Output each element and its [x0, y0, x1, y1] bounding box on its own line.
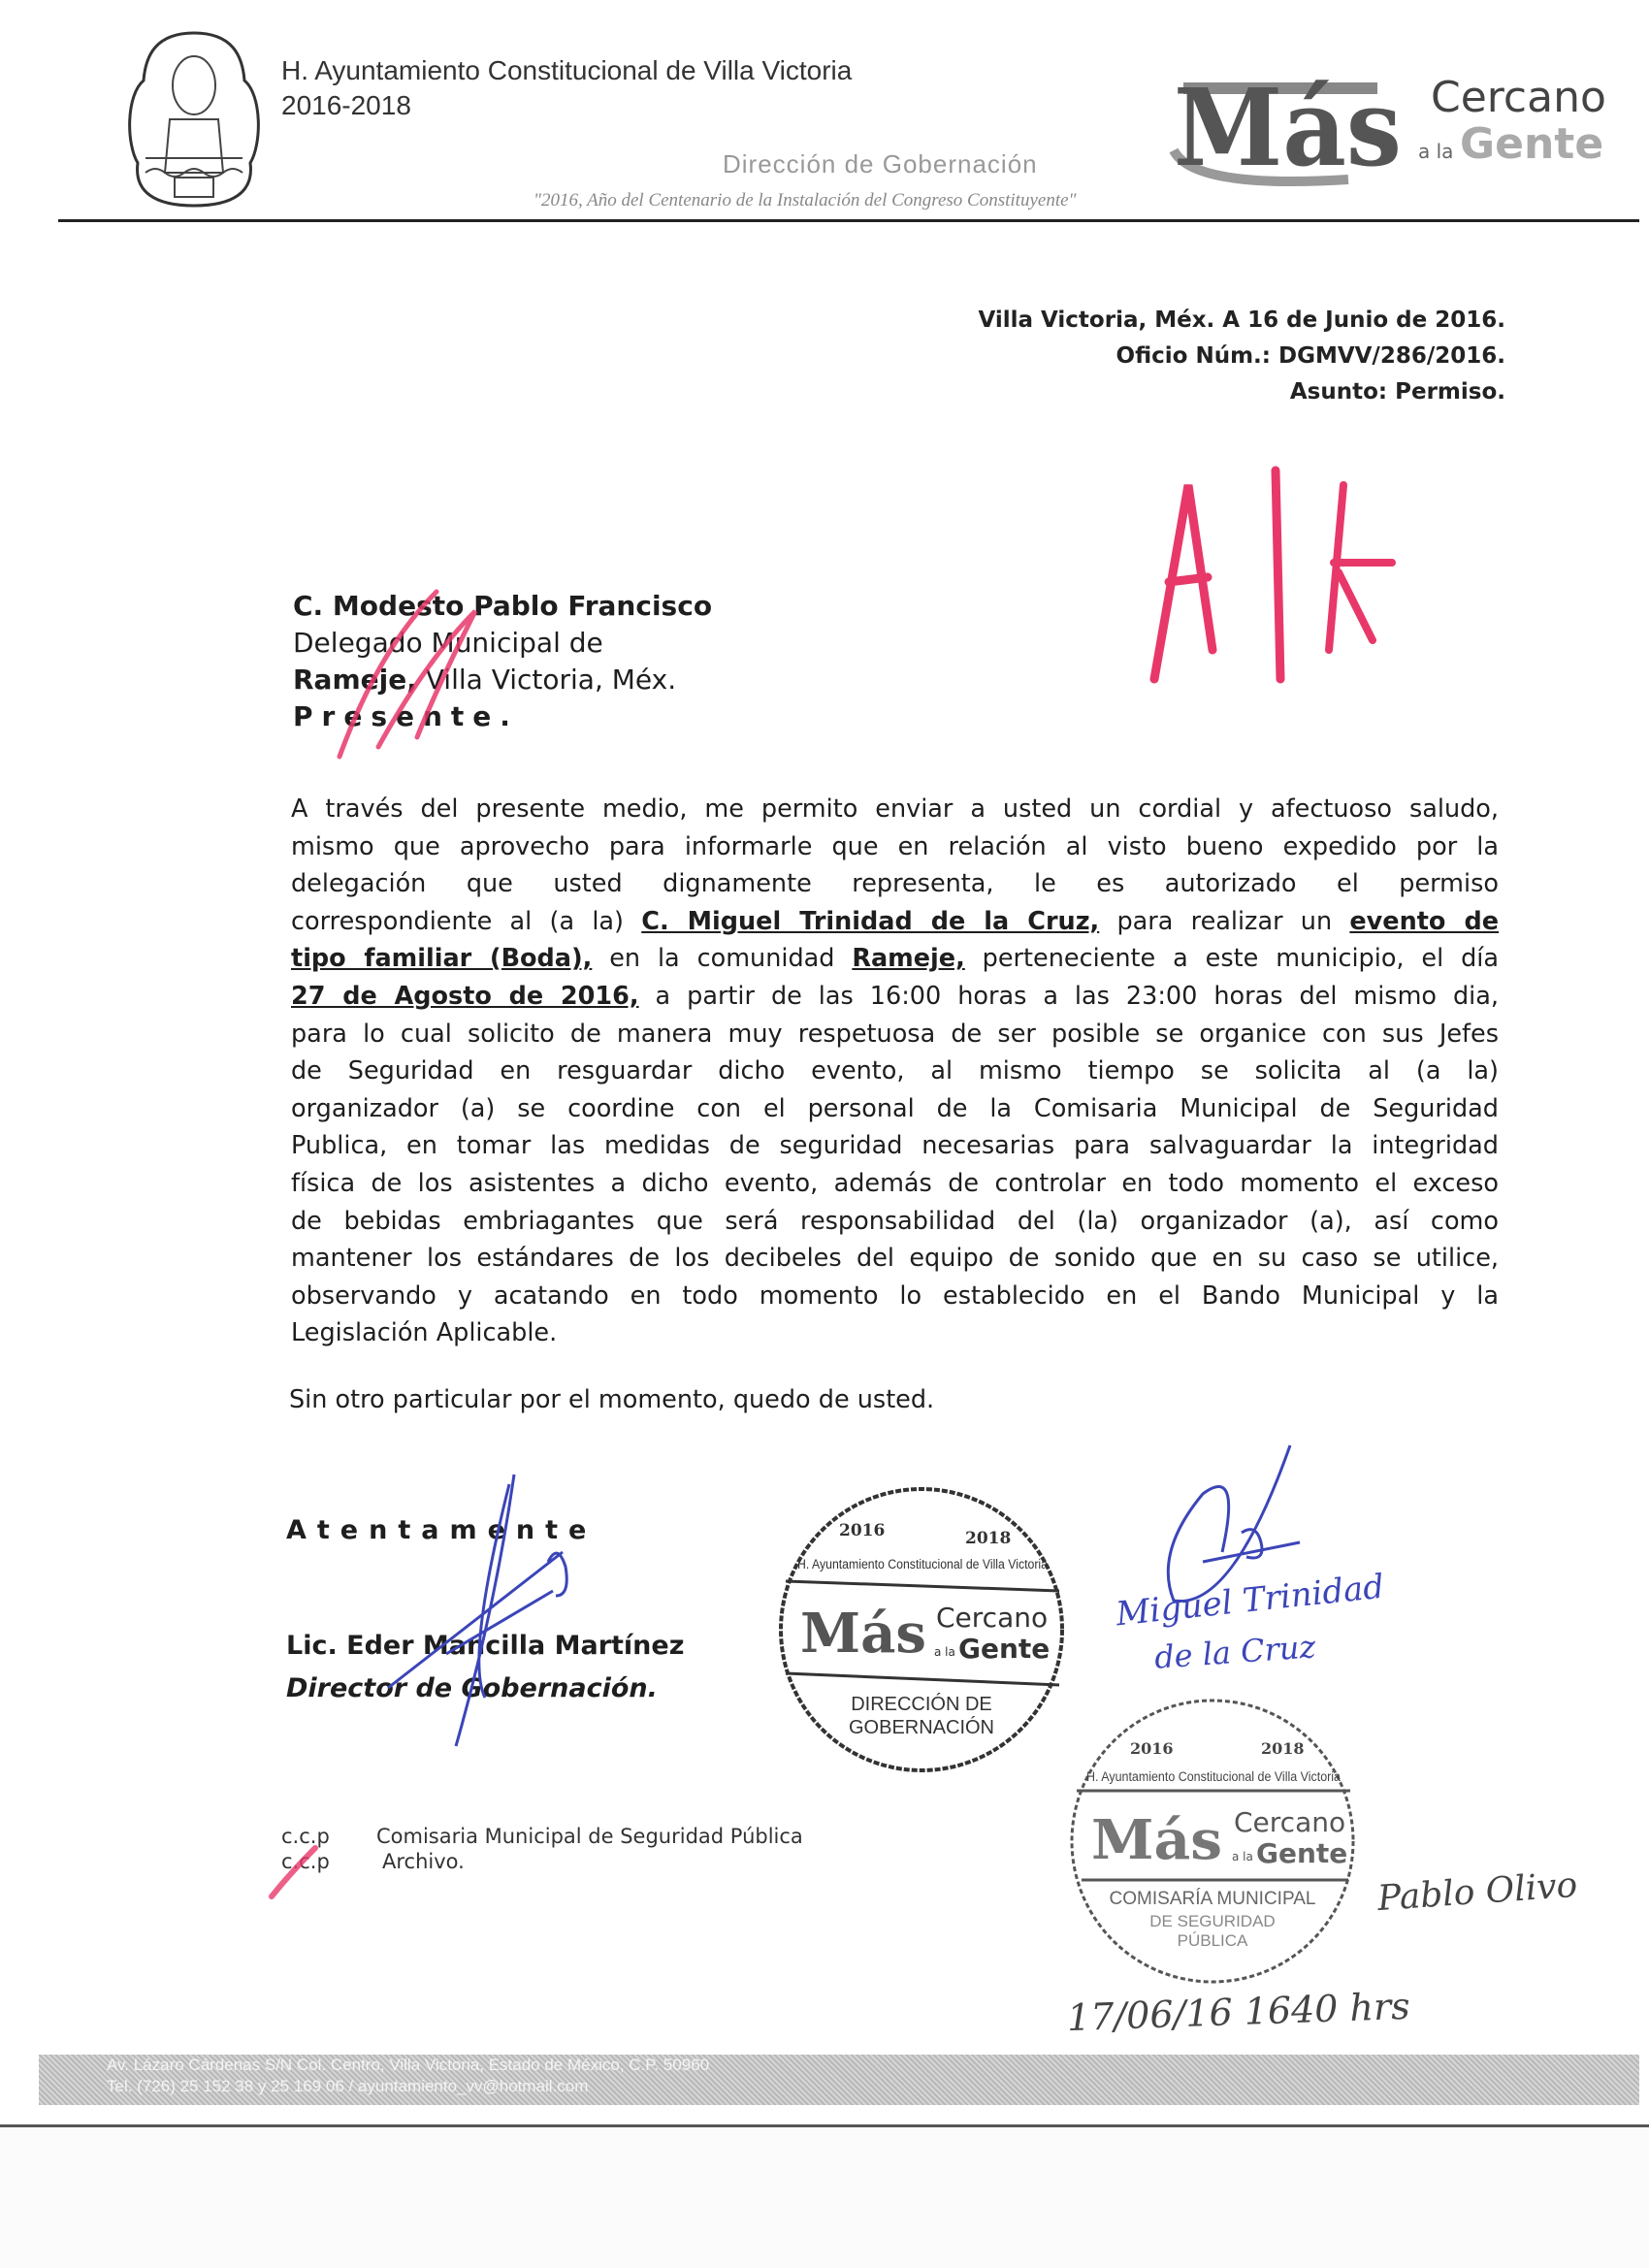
stamp-direccion-gobernacion [776, 1479, 1067, 1780]
addressee-place-bold: Rameje, [293, 664, 417, 696]
footer-band [39, 2055, 1639, 2105]
scan-background [0, 2127, 1649, 2268]
body-text: para lo cual solicito de manera muy respetuosa de ser posible se organice con sus Jefes [291, 1019, 1499, 1049]
body-line [291, 1240, 1499, 1278]
body-text: para realizar un [1099, 906, 1350, 936]
red-handwritten-initials [1135, 456, 1406, 698]
stamp-year-end: 2018 [965, 1529, 1012, 1548]
body-line [291, 1314, 1499, 1352]
signer-name: Lic. Eder Mancilla Martínez [286, 1631, 685, 1661]
stamp-comisaria-municipal [1067, 1696, 1368, 1987]
stamp-mas: Más [800, 1602, 926, 1666]
signer-title: Director de Gobernación. [286, 1673, 658, 1703]
handwritten-name-1: Miguel Trinidad [1114, 1567, 1386, 1635]
org-period: 2016-2018 [281, 90, 411, 120]
handwritten-name-2: de la Cruz [1152, 1628, 1317, 1676]
stamp-year-start: 2016 [839, 1521, 886, 1540]
letter-body [291, 791, 1499, 1352]
body-line [291, 1016, 1499, 1053]
body-text: observando y acatando en todo momento lo establecido en el Bando Municipal y la [291, 1280, 1499, 1311]
municipal-coat-of-arms-logo [116, 27, 272, 211]
body-text: correspondiente al (a la) [291, 906, 642, 936]
body-text: mantener los estándares de los decibeles del equipo de sonido que en su caso se utilice, [291, 1244, 1499, 1274]
place-date: Villa Victoria, Méx. A 16 de Junio de 2016. [978, 308, 1505, 333]
body-line [291, 978, 1499, 1016]
stamp-r-dept-2: DE SEGURIDAD [1149, 1912, 1276, 1930]
carbon-copy-list [281, 1824, 803, 1874]
stamp-r-year-end: 2018 [1261, 1739, 1305, 1758]
red-pen-stroke [267, 1843, 325, 1901]
stamp-cercano: Cercano [936, 1602, 1049, 1634]
body-emphasis: 27 de Agosto de 2016, [291, 981, 639, 1011]
body-text: A través del presente medio, me permito enviar a usted un cordial y afectuoso saludo, [291, 794, 1499, 824]
letter-meta [978, 303, 1505, 410]
body-text: Publica, en tomar las medidas de seguridad necesarias para salvaguardar la integridad [291, 1131, 1499, 1161]
body-line [291, 865, 1499, 903]
stamp-dept-2: GOBERNACIÓN [848, 1717, 995, 1738]
logo-mas: Más [1174, 65, 1402, 190]
body-emphasis: evento de [1349, 906, 1500, 936]
department-name: Dirección de Gobernación [723, 149, 1038, 178]
stamp-r-dept-1: COMISARÍA MUNICIPAL [1109, 1889, 1316, 1909]
body-line [291, 903, 1499, 941]
subject: Asunto: Permiso. [1289, 379, 1505, 405]
body-text: de bebidas embriagantes que será responsabilidad del (la) organizador (a), así como [291, 1206, 1499, 1236]
body-text: Legislación Aplicable. [291, 1318, 558, 1348]
body-line [291, 1278, 1499, 1315]
addressee-name: C. Modesto Pablo Francisco [293, 590, 713, 622]
cc-label: c.c.p [281, 1850, 330, 1873]
body-line [291, 1127, 1499, 1165]
body-emphasis: Rameje, [852, 944, 965, 974]
body-text: organizador (a) se coordine con el personal de la Comisaria Municipal de Seguridad [291, 1093, 1499, 1123]
body-text: de Seguridad en resguardar dicho evento, al mismo tiempo se solicita al (a la) [291, 1056, 1499, 1086]
addressee-role: Delegado Municipal de [293, 627, 603, 659]
body-text: física de los asistentes a dicho evento, además de controlar en todo momento el exceso [291, 1168, 1499, 1198]
body-text: a partir de las 16:00 horas a las 23:00 horas del mismo dia, [638, 981, 1499, 1011]
body-line [291, 1165, 1499, 1203]
stamp-r-org: H. Ayuntamiento Constitucional de Villa Victoria [1086, 1769, 1342, 1784]
cc-recipient: Comisaria Municipal de Seguridad Pública [376, 1825, 803, 1848]
footer-contact: Tel. (726) 25 152 38 y 25 169 06 / ayuntamiento_vv@hotmail.com [107, 2077, 589, 2095]
stamp-r-cercano: Cercano [1234, 1806, 1346, 1838]
body-emphasis: C. Miguel Trinidad de la Cruz, [641, 906, 1100, 936]
body-emphasis: tipo familiar (Boda), [291, 944, 593, 974]
body-line [291, 1090, 1499, 1128]
body-line [291, 791, 1499, 828]
atentamente: Atentamente [286, 1515, 598, 1545]
stamp-a-la: a la [934, 1645, 955, 1659]
oficio-number: Oficio Núm.: DGMVV/286/2016. [1116, 343, 1505, 369]
presente: Presente. [293, 700, 519, 732]
stamp-gente: Gente [958, 1633, 1051, 1665]
logo-cercano: Cercano [1431, 73, 1606, 122]
cc-item [281, 1824, 803, 1849]
header-motto: "2016, Año del Centenario de la Instalación del Congreso Constituyente" [534, 190, 1077, 211]
body-line [291, 1203, 1499, 1241]
closing-line: Sin otro particular por el momento, quedo de usted. [289, 1385, 935, 1414]
cc-recipient: Archivo. [382, 1850, 465, 1873]
footer-address: Av. Lázaro Cárdenas S/N Col. Centro, Villa Victoria, Estado de México, C.P. 50960 [107, 2056, 710, 2074]
stamp-r-year-start: 2016 [1130, 1739, 1174, 1758]
logo-a-la: a la [1418, 140, 1454, 163]
body-line [291, 1053, 1499, 1090]
handwritten-date-time: 17/06/16 1640 hrs [1066, 1984, 1411, 2040]
stamp-org: H. Ayuntamiento Constitucional de Villa Victoria [797, 1557, 1049, 1571]
mas-cercano-logo [1154, 44, 1630, 199]
cc-label: c.c.p [281, 1825, 330, 1848]
body-line [291, 828, 1499, 866]
logo-gente: Gente [1460, 119, 1604, 169]
handwritten-received-by: Pablo Olivo [1375, 1864, 1579, 1920]
stamp-r-mas: Más [1091, 1808, 1222, 1872]
red-pen-mark [320, 572, 495, 766]
body-text: perteneciente a este municipio, el día [964, 944, 1499, 974]
body-text: en la comunidad [592, 944, 853, 974]
header-divider [58, 219, 1639, 222]
addressee-place: Villa Victoria, Méx. [416, 664, 677, 696]
cc-item [281, 1849, 803, 1874]
stamp-r-dept-3: PÚBLICA [1177, 1931, 1248, 1950]
stamp-r-a-la: a la [1232, 1850, 1253, 1863]
org-name: H. Ayuntamiento Constitucional de Villa Victoria [281, 55, 853, 85]
stamp-r-gente: Gente [1256, 1837, 1348, 1869]
director-signature [369, 1465, 621, 1756]
stamp-dept-1: DIRECCIÓN DE [851, 1694, 992, 1715]
body-line [291, 940, 1499, 978]
body-text: delegación que usted dignamente representa, le es autorizado el permiso [291, 869, 1499, 899]
body-text: mismo que aprovecho para informarle que en relación al visto bueno expedido por la [291, 831, 1499, 861]
header-org [281, 53, 852, 123]
